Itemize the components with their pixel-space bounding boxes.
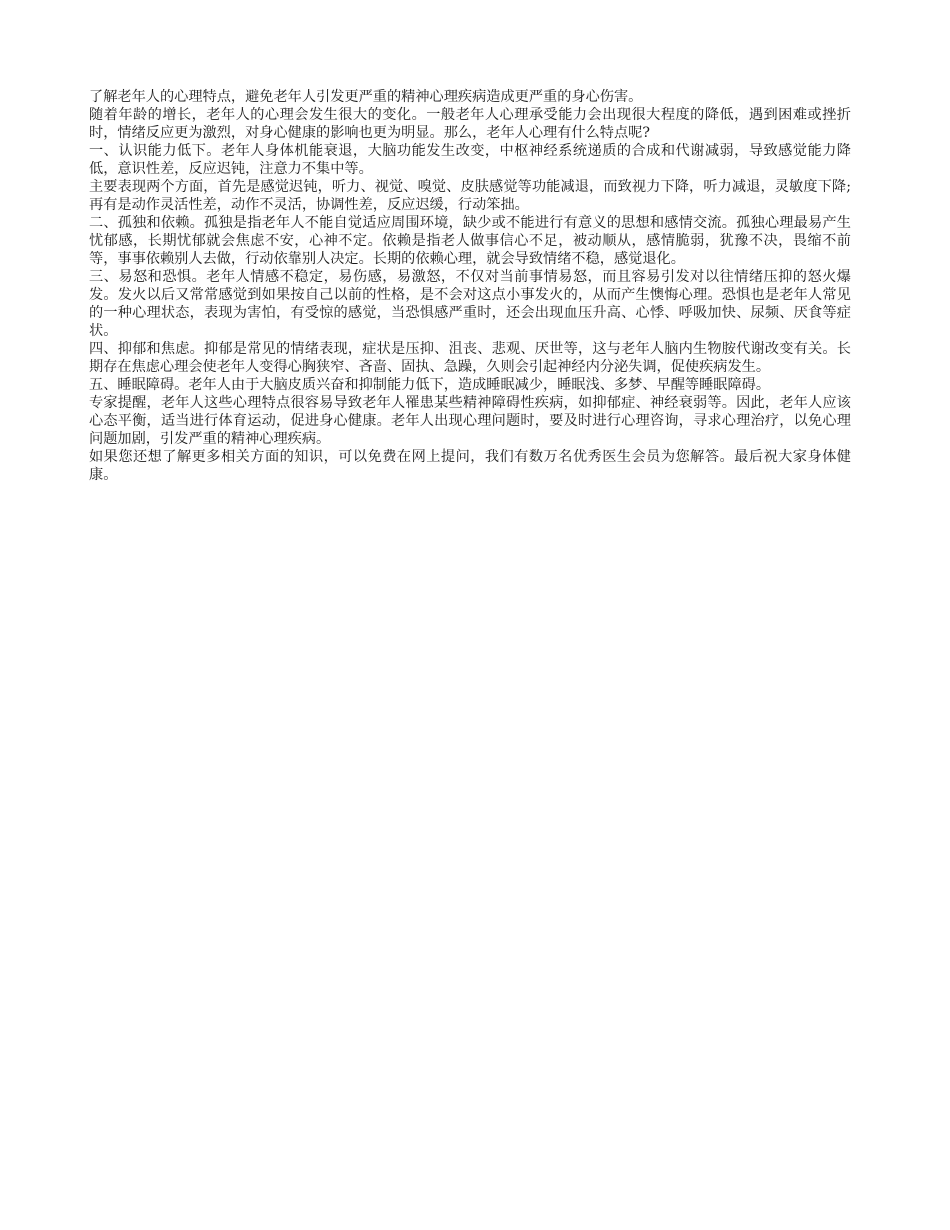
intro-paragraph: 了解老年人的心理特点，避免老年人引发更严重的精神心理疾病造成更严重的身心伤害。 (89, 89, 643, 105)
point-4-paragraph: 四、抑郁和焦虑。抑郁是常见的情绪表现，症状是压抑、沮丧、悲观、厌世等，这与老年人脑内生物胺代谢改变有关。长期存在焦虑心理会使老年人变得心胸狭窄、吝啬、固执、急躁，久则会引起神经内分泌失调，促使疾病发生。 (89, 341, 851, 375)
document-body (89, 88, 851, 484)
closing-paragraph: 如果您还想了解更多相关方面的知识，可以免费在网上提问，我们有数万名优秀医生会员为您解答。最后祝大家身体健康。 (89, 449, 851, 483)
point-1-paragraph: 一、认识能力低下。老年人身体机能衰退，大脑功能发生改变，中枢神经系统递质的合成和代谢减弱，导致感觉能力降低，意识性差，反应迟钝，注意力不集中等。 (89, 143, 851, 177)
point-1-detail-paragraph: 主要表现两个方面，首先是感觉迟钝，听力、视觉、嗅觉、皮肤感觉等功能减退，而致视力下降，听力减退，灵敏度下降;再有是动作灵活性差，动作不灵活，协调性差，反应迟缓，行动笨拙。 (89, 179, 851, 213)
expert-advice-paragraph: 专家提醒，老年人这些心理特点很容易导致老年人罹患某些精神障碍性疾病，如抑郁症、神经衰弱等。因此，老年人应该心态平衡，适当进行体育运动，促进身心健康。老年人出现心理问题时，要及时进行心理咨询，寻求心理治疗，以免心理问题加剧，引发严重的精神心理疾病。 (89, 395, 851, 447)
point-3-paragraph: 三、易怒和恐惧。老年人情感不稳定，易伤感，易激怒，不仅对当前事情易怒，而且容易引发对以往情绪压抑的怒火爆发。发火以后又常常感觉到如果按自己以前的性格，是不会对这点小事发火的，从而产生懊悔心理。恐惧也是老年人常见的一种心理状态，表现为害怕，有受惊的感觉，当恐惧感严重时，还会出现血压升高、心悸、呼吸加快、尿频、厌食等症状。 (89, 269, 851, 339)
point-5-paragraph: 五、睡眠障碍。老年人由于大脑皮质兴奋和抑制能力低下，造成睡眠减少，睡眠浅、多梦、早醒等睡眠障碍。 (89, 377, 771, 393)
point-2-paragraph: 二、孤独和依赖。孤独是指老年人不能自觉适应周围环境，缺少或不能进行有意义的思想和感情交流。孤独心理最易产生忧郁感，长期忧郁就会焦虑不安，心神不定。依赖是指老人做事信心不足，被动顺从，感情脆弱，犹豫不决，畏缩不前等，事事依赖别人去做，行动依靠别人决定。长期的依赖心理，就会导致情绪不稳，感觉退化。 (89, 215, 851, 267)
background-paragraph: 随着年龄的增长，老年人的心理会发生很大的变化。一般老年人心理承受能力会出现很大程度的降低，遇到困难或挫折时，情绪反应更为激烈，对身心健康的影响也更为明显。那么，老年人心理有什么特点呢? (89, 107, 851, 141)
